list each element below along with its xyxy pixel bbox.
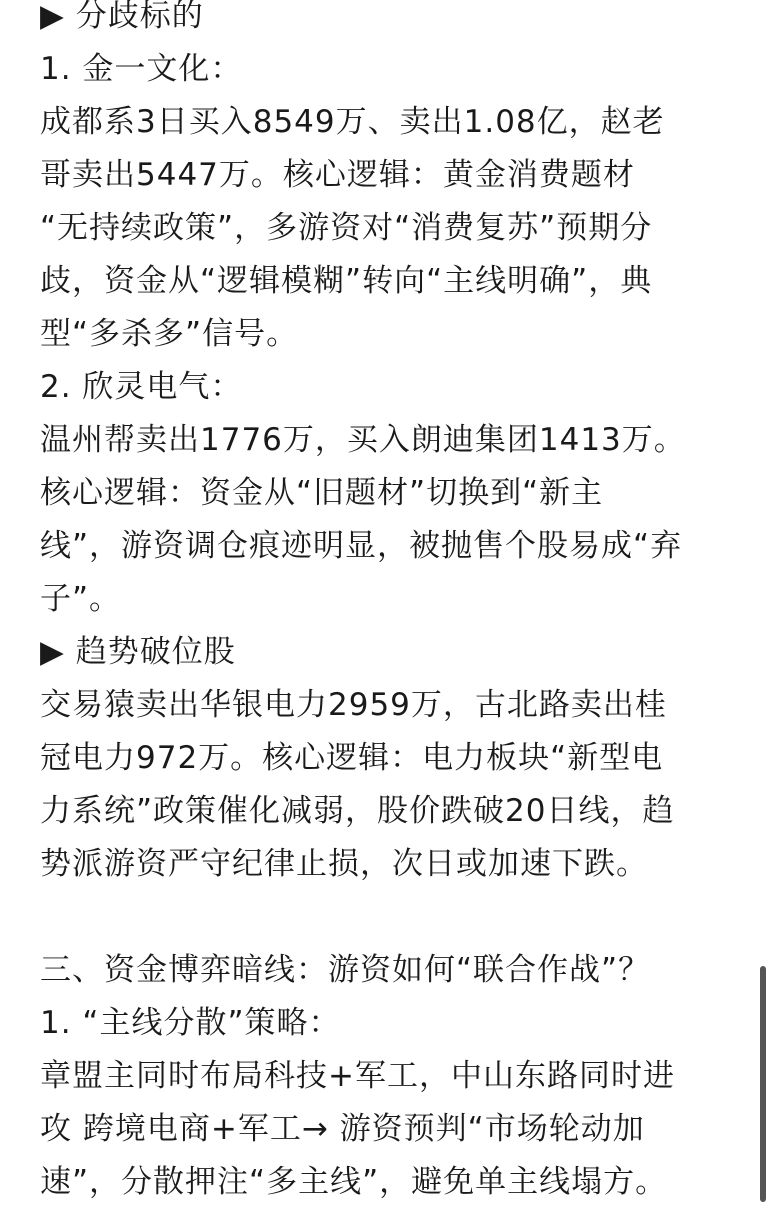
paragraph-line: 哥卖出5447万。核心逻辑：黄金消费题材 xyxy=(40,157,635,193)
paragraph-line: 成都系3日买入8549万、卖出1.08亿，赵老 xyxy=(40,104,665,140)
paragraph-line: “无持续政策”，多游资对“消费复苏”预期分 xyxy=(40,210,653,246)
paragraph-line: 线”，游资调仓痕迹明显，被抛售个股易成“弃 xyxy=(40,528,683,564)
article-body xyxy=(40,0,740,1209)
paragraph-line: 章盟主同时布局科技+军工，中山东路同时进 xyxy=(40,1058,675,1094)
section-heading-divergence: ▶ 分歧标的 xyxy=(40,0,204,34)
paragraph-line: 攻 跨境电商+军工→ 游资预判“市场轮动加 xyxy=(40,1111,645,1147)
paragraph-line: 歧，资金从“逻辑模糊”转向“主线明确”，典 xyxy=(40,263,653,299)
paragraph-line: 交易猿卖出华银电力2959万，古北路卖出桂 xyxy=(40,687,667,723)
section-heading-trend-break: ▶ 趋势破位股 xyxy=(40,634,236,670)
blank-line xyxy=(40,891,740,944)
paragraph-line: 温州帮卖出1776万，买入朗迪集团1413万。 xyxy=(40,422,686,458)
paragraph-line: 力系统”政策催化减弱，股价跌破20日线，趋 xyxy=(40,793,675,829)
scrollbar-thumb[interactable] xyxy=(760,966,766,1202)
item-title-xinling: 2. 欣灵电气： xyxy=(40,369,243,405)
item-title-jinyi: 1. 金一文化： xyxy=(40,51,243,87)
paragraph-line: 核心逻辑：资金从“旧题材”切换到“新主 xyxy=(40,475,604,511)
paragraph-line: 势派游资严守纪律止损，次日或加速下跌。 xyxy=(40,846,648,882)
paragraph-line: 速”，分散押注“多主线”，避免单主线塌方。 xyxy=(40,1164,668,1200)
paragraph-line: 子”。 xyxy=(40,581,122,617)
paragraph-line: 冠电力972万。核心逻辑：电力板块“新型电 xyxy=(40,740,664,776)
section-heading-capital-game: 三、资金博弈暗线：游资如何“联合作战”？ xyxy=(40,952,651,988)
item-title-mainline-dispersion: 1. “主线分散”策略： xyxy=(40,1005,341,1041)
paragraph-line: 型“多杀多”信号。 xyxy=(40,316,299,352)
